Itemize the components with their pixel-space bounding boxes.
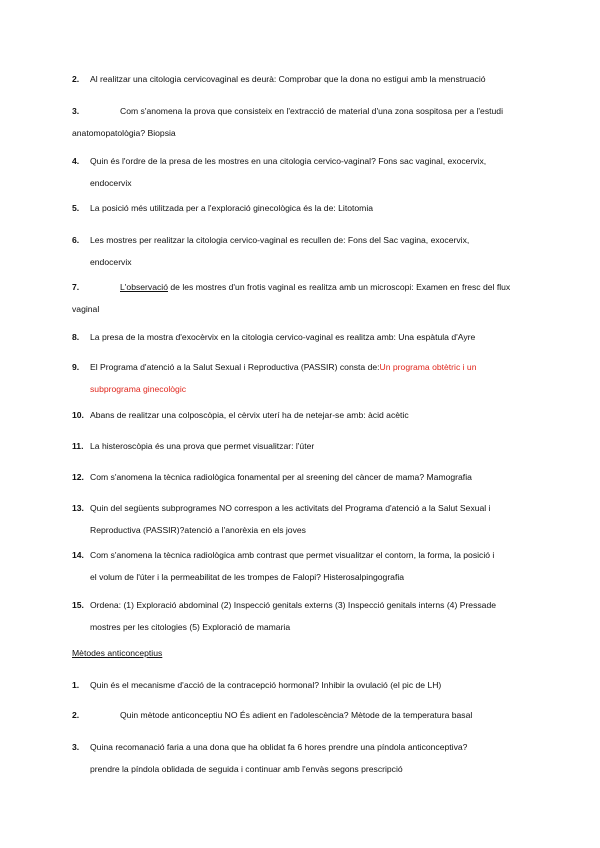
question-13: 13. Quin del següents subprogrames NO correspon a les activitats del Programa d'atenció a la Salut Sexual i Reproductiva (PASSIR)?atenció a l'anorèxia en els joves <box>72 497 530 541</box>
question-text: Quin del següents subprogrames NO correspon a les activitats del Programa d'atenció a la Salut Sexual i <box>90 503 491 513</box>
question-text: Com s'anomena la tècnica radiològica amb contrast que permet visualitzar el contorn, la forma, la posició i <box>90 550 495 560</box>
question-text-cont: endocervix <box>90 178 132 188</box>
question-text-cont: Reproductiva (PASSIR)?atenció a l'anorèxia en els joves <box>90 525 306 535</box>
question-text: El Programa d'atenció a la Salut Sexual i Reproductiva (PASSIR) consta de: <box>90 362 380 372</box>
question-text: Ordena: (1) Exploració abdominal (2) Inspecció genitals externs (3) Inspecció genitals interns (4) Pressade <box>90 600 497 610</box>
question-text: Quin és el mecanisme d'acció de la contracepció hormonal? Inhibir la ovulació (el pic de LH) <box>90 680 442 690</box>
section-question-3: 3. Quina recomanació faria a una dona que ha oblidat fa 6 hores prendre una píndola anticonceptiva? prendre la píndola oblidada de seguida i continuar amb l'envàs segons prescripció <box>72 736 530 780</box>
question-text-cont: vaginal <box>72 304 100 314</box>
question-text: de les mostres d'un frotis vaginal es realitza amb un microscopi: Examen en fresc del flux <box>167 282 511 292</box>
question-text: Com s'anomena la tècnica radiològica fonamental per al sreening del càncer de mama? Mamografia <box>90 472 472 482</box>
question-text: Abans de realitzar una colposcòpia, el cèrvix uterí ha de netejar-se amb: àcid acètic <box>90 410 409 420</box>
question-text: Quina recomanació faria a una dona que ha oblidat fa 6 hores prendre una píndola anticonceptiva? <box>90 742 468 752</box>
question-4: 4. Quin és l'ordre de la presa de les mostres en una citologia cervico-vaginal? Fons sac vaginal, exocervix, endocervix <box>72 150 530 194</box>
question-text: Com s'anomena la prova que consisteix en l'extracció de material d'una zona sospitosa per a l'estudi <box>120 106 503 116</box>
question-9: 9. El Programa d'atenció a la Salut Sexual i Reproductiva (PASSIR) consta de:Un programa obtètric i un subprograma ginecològic <box>72 356 530 400</box>
question-6: 6. Les mostres per realitzar la citologia cervico-vaginal es recullen de: Fons del Sac vagina, exocervix, endocervix <box>72 229 530 273</box>
question-text: La presa de la mostra d'exocèrvix en la citologia cervico-vaginal es realitza amb: Una espàtula d'Ayre <box>90 332 476 342</box>
answer-highlight-cont: subprograma ginecològic <box>90 384 187 394</box>
question-text: La posició més utilitzada per a l'exploració ginecològica és la de: Litotomia <box>90 203 374 213</box>
section-title: Mètodes anticonceptius <box>72 648 163 658</box>
section-question-1: 1. Quin és el mecanisme d'acció de la contracepció hormonal? Inhibir la ovulació (el pic de LH) <box>72 680 442 690</box>
question-text: Quin és l'ordre de la presa de les mostres en una citologia cervico-vaginal? Fons sac vaginal, exocervix, <box>90 156 487 166</box>
question-15: 15. Ordena: (1) Exploració abdominal (2) Inspecció genitals externs (3) Inspecció genitals interns (4) Pressade mostres per les citologies (5) Exploració de mamaria <box>72 594 530 638</box>
question-text: Les mostres per realitzar la citologia cervico-vaginal es recullen de: Fons del Sac vagina, exocervix, <box>90 235 470 245</box>
question-3: 3. Com s'anomena la prova que consisteix en l'extracció de material d'una zona sospitosa per a l'estudi anatomopatològia? Biopsia <box>72 100 530 144</box>
question-text-cont: prendre la píndola oblidada de seguida i continuar amb l'envàs segons prescripció <box>90 764 403 774</box>
question-5: 5. La posició més utilitzada per a l'exploració ginecològica és la de: Litotomia <box>72 203 374 213</box>
question-text-cont: endocervix <box>90 257 132 267</box>
question-2: 2. Al realitzar una citologia cervicovaginal es deurà: Comprobar que la dona no estigui amb la menstruació <box>72 74 486 84</box>
underlined-term: L'observació <box>120 282 168 292</box>
question-11: 11. La histeroscòpia és una prova que permet visualitzar: l'úter <box>72 441 315 451</box>
question-text: Quin mètode anticonceptiu NO És adient en l'adolescència? Mètode de la temperatura basal <box>120 710 473 720</box>
question-10: 10. Abans de realitzar una colposcòpia, el cèrvix uterí ha de netejar-se amb: àcid acètic <box>72 410 409 420</box>
question-text-cont: anatomopatològia? Biopsia <box>72 128 176 138</box>
question-text-cont: el volum de l'úter i la permeabilitat de les trompes de Falopi? Histerosalpingografia <box>90 572 405 582</box>
question-14: 14. Com s'anomena la tècnica radiològica amb contrast que permet visualitzar el contorn, la forma, la posició i el volum de l'úter i la permeabilitat de les trompes de Falopi? Histerosalpingografia <box>72 544 530 588</box>
answer-highlight: Un programa obtètric i un <box>379 362 477 372</box>
question-text-cont: mostres per les citologies (5) Exploració de mamaria <box>90 622 291 632</box>
question-8: 8. La presa de la mostra d'exocèrvix en la citologia cervico-vaginal es realitza amb: Una espàtula d'Ayre <box>72 332 476 342</box>
question-text: La histeroscòpia és una prova que permet visualitzar: l'úter <box>90 441 315 451</box>
question-text: Al realitzar una citologia cervicovaginal es deurà: Comprobar que la dona no estigui amb la menstruació <box>90 74 486 84</box>
question-12: 12. Com s'anomena la tècnica radiològica fonamental per al sreening del càncer de mama? Mamografia <box>72 472 472 482</box>
section-question-2: 2. Quin mètode anticonceptiu NO És adient en l'adolescència? Mètode de la temperatura basal <box>72 710 473 720</box>
question-7: 7. L'observació de les mostres d'un frotis vaginal es realitza amb un microscopi: Examen en fresc del flux vaginal <box>72 276 530 320</box>
